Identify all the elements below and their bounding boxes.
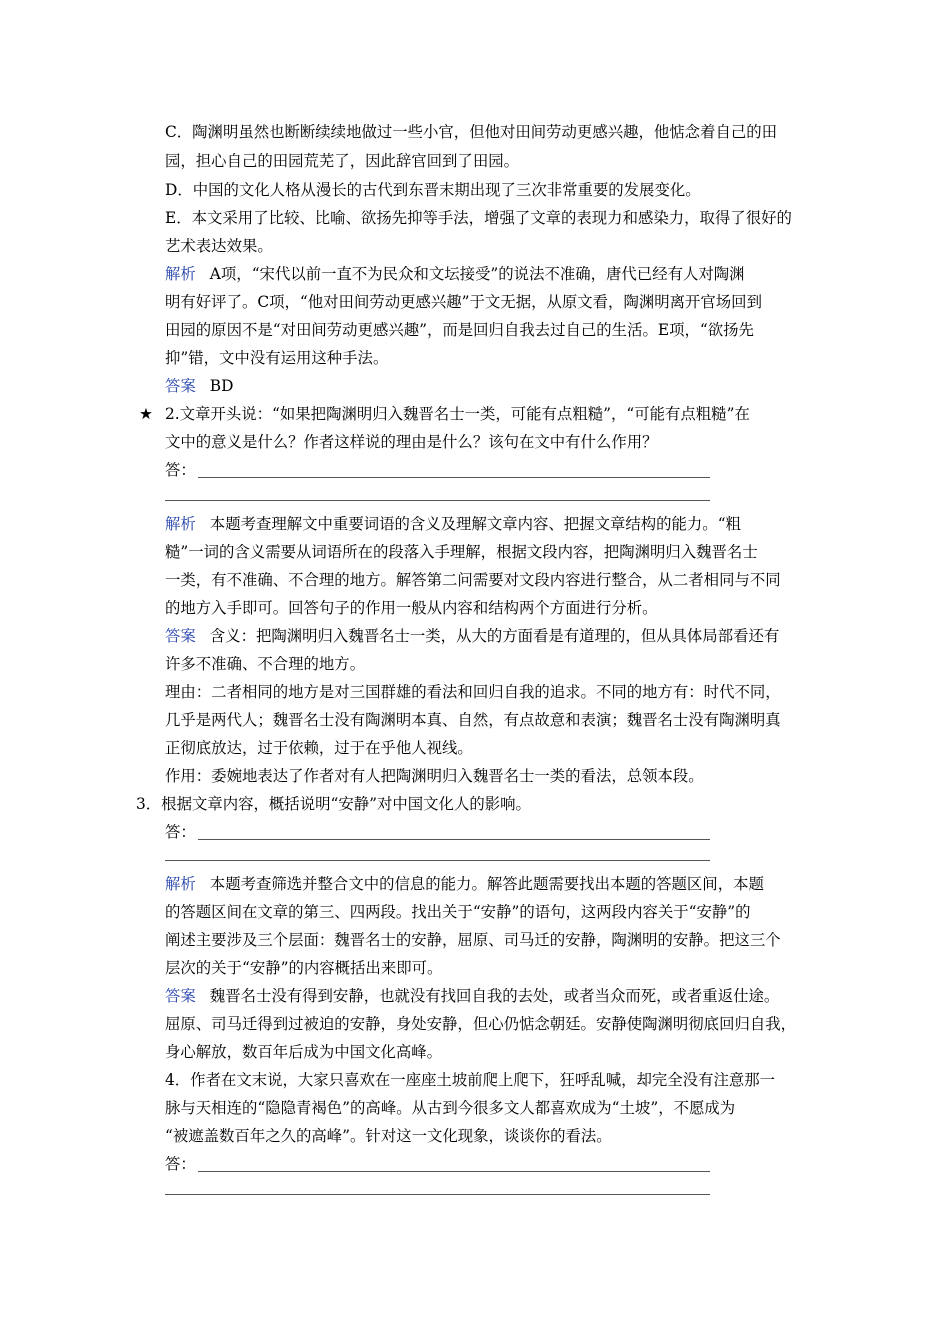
q3-analysis-line-4: 层次的关于“安静”的内容概括出来即可。	[165, 959, 443, 977]
answer-rule	[198, 1171, 710, 1172]
q3-answer-line-2: 屈原、司马迁得到过被迫的安静，身处安静，但心仍惦念朝廷。安静使陶渊明彻底回归自我，	[165, 1015, 797, 1033]
q3-answer-line-3: 身心解放，数百年后成为中国文化高峰。	[165, 1043, 443, 1061]
q1-analysis-line-2: 明有好评了。C项，“他对田间劳动更感兴趣”于文无据，从原文看，陶渊明离开官场回到	[165, 293, 762, 311]
q2-answer-line-6: 作用：委婉地表达了作者对有人把陶渊明归入魏晋名士一类的看法，总领本段。	[165, 767, 704, 785]
q2-answer-field[interactable]	[165, 460, 710, 480]
q2-analysis-text-1: 本题考查理解文中重要词语的含义及理解文章内容、把握文章结构的能力。“粗	[209, 515, 741, 533]
analysis-label: 解析	[165, 875, 196, 893]
q2-answer-line-1	[165, 626, 779, 646]
q4-question-line-3: “被遮盖数百年之久的高峰”。针对这一文化现象，谈谈你的看法。	[165, 1127, 612, 1145]
q2-analysis-line-3: 一类，有不准确、不合理的地方。解答第二问需要对文段内容进行整合，从二者相同与不同	[165, 571, 781, 589]
analysis-label: 解析	[165, 515, 196, 533]
q3-analysis-line-3: 阐述主要涉及三个层面：魏晋名士的安静，屈原、司马迁的安静，陶渊明的安静。把这三个	[165, 931, 781, 949]
q2-answer-line-2: 许多不准确、不合理的地方。	[165, 655, 366, 673]
q3-answer-text-1: 魏晋名士没有得到安静，也就没有找回自我的去处，或者当众而死，或者重返仕途。	[209, 987, 780, 1005]
option-d: D．中国的文化人格从漫长的古代到东晋末期出现了三次非常重要的发展变化。	[165, 181, 701, 199]
q2-analysis-line-2: 糙”一词的含义需要从词语所在的段落入手理解，根据文段内容，把陶渊明归入魏晋名士	[165, 543, 758, 561]
option-e-line-2: 艺术表达效果。	[165, 237, 273, 255]
q1-analysis-line-4: 抑”错，文中没有运用这种手法。	[165, 349, 389, 367]
q4-answer-field[interactable]	[165, 1154, 710, 1174]
option-c-line-2: 园，担心自己的田园荒芜了，因此辞官回到了田园。	[165, 152, 519, 170]
answer-label: 答案	[165, 987, 196, 1005]
q3-answer-line-1	[165, 986, 779, 1006]
q3-answer-blank-line[interactable]	[165, 860, 710, 861]
q2-analysis-line-1	[165, 514, 741, 534]
q2-question-text-1: 2.文章开头说：“如果把陶渊明归入魏晋名士一类，可能有点粗糙”，“可能有点粗糙”在	[165, 405, 750, 423]
q2-answer-text-1: 含义：把陶渊明归入魏晋名士一类，从大的方面看是有道理的，但从具体局部看还有	[209, 627, 780, 645]
q3-question: 3．根据文章内容，概括说明“安静”对中国文化人的影响。	[136, 795, 531, 813]
q2-question-line-2: 文中的意义是什么？作者这样说的理由是什么？该句在文中有什么作用？	[165, 433, 658, 451]
q4-question-line-2: 脉与天相连的“隐隐青褐色”的高峰。从古到今很多文人都喜欢成为“土坡”，不愿成为	[165, 1099, 736, 1117]
q4-question-line-1: 4．作者在文末说，大家只喜欢在一座座土坡前爬上爬下，狂呼乱喊，却完全没有注意那一	[165, 1071, 776, 1089]
answer-prompt: 答：	[165, 461, 196, 479]
q2-answer-blank-line[interactable]	[165, 500, 710, 501]
q1-answer-line	[165, 376, 233, 396]
q1-analysis-text-1: A项，“宋代以前一直不为民众和文坛接受”的说法不准确，唐代已经有人对陶渊	[209, 265, 745, 283]
q2-question-line-1	[139, 404, 750, 424]
option-c-line-1: C．陶渊明虽然也断断续续地做过一些小官，但他对田间劳动更感兴趣，他惦念着自己的田	[165, 123, 778, 141]
answer-prompt: 答：	[165, 1155, 196, 1173]
q2-answer-line-4: 几乎是两代人；魏晋名士没有陶渊明本真、自然，有点故意和表演；魏晋名士没有陶渊明真	[165, 711, 781, 729]
star-icon: ★	[139, 405, 153, 423]
analysis-label: 解析	[165, 265, 196, 283]
answer-label: 答案	[165, 627, 196, 645]
q3-answer-field[interactable]	[165, 822, 710, 842]
q3-analysis-line-2: 的答题区间在文章的第三、四两段。找出关于“安静”的语句，这两段内容关于“安静”的	[165, 903, 751, 921]
q4-answer-blank-line[interactable]	[165, 1194, 710, 1195]
answer-rule	[198, 477, 710, 478]
q2-answer-line-3: 理由：二者相同的地方是对三国群雄的看法和回归自我的追求。不同的地方有：时代不同，	[165, 683, 781, 701]
q1-analysis-line-1	[165, 264, 745, 284]
option-e-line-1: E．本文采用了比较、比喻、欲扬先抑等手法，增强了文章的表现力和感染力，取得了很好的	[165, 209, 792, 227]
answer-prompt: 答：	[165, 823, 196, 841]
q2-answer-line-5: 正彻底放达，过于依赖，过于在乎他人视线。	[165, 739, 473, 757]
answer-label: 答案	[165, 377, 196, 395]
q2-analysis-line-4: 的地方入手即可。回答句子的作用一般从内容和结构两个方面进行分析。	[165, 599, 658, 617]
q3-analysis-text-1: 本题考查筛选并整合文中的信息的能力。解答此题需要找出本题的答题区间，本题	[209, 875, 764, 893]
answer-rule	[198, 839, 710, 840]
q3-analysis-line-1	[165, 874, 764, 894]
q1-answer-text: BD	[209, 377, 234, 395]
q1-analysis-line-3: 田园的原因不是“对田间劳动更感兴趣”，而是回归自我去过自己的生活。E项，“欲扬先	[165, 321, 754, 339]
